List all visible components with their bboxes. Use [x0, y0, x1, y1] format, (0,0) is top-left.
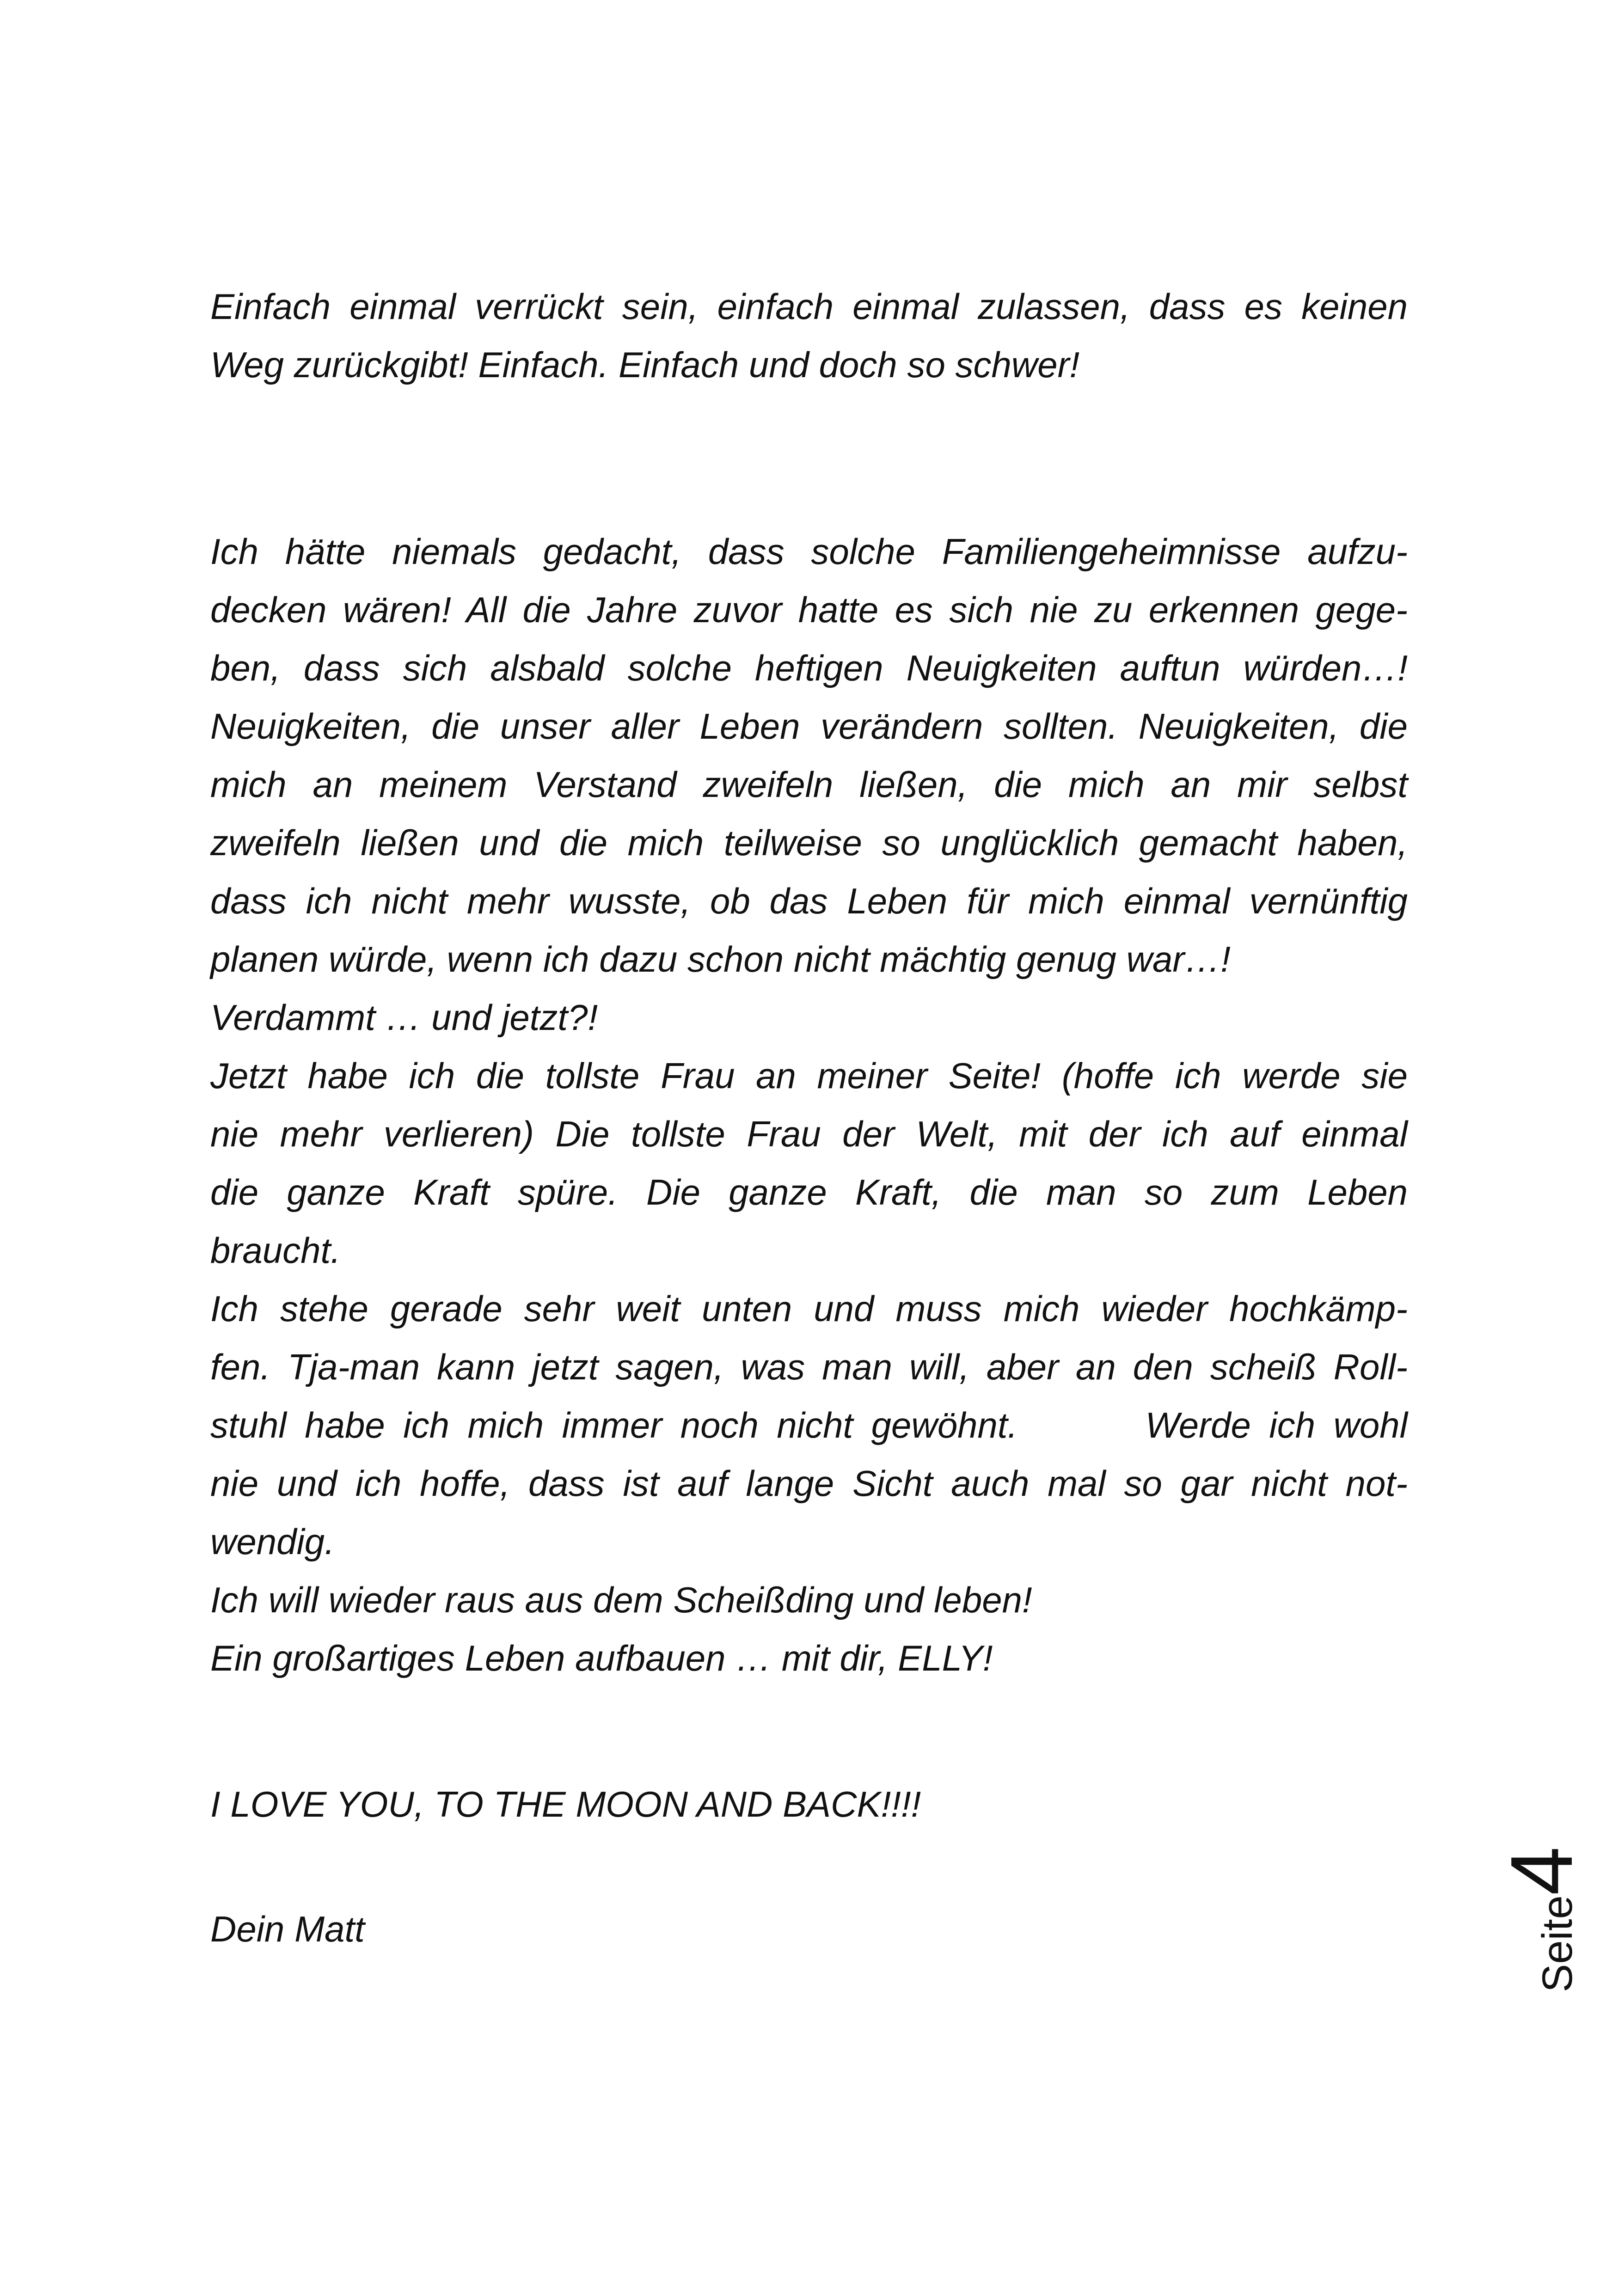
text-line: die ganze Kraft spüre. Die ganze Kraft, die man so zum Leben: [210, 1172, 1408, 1212]
text-line: ben, dass sich alsbald solche heftigen Neuigkeiten auftun würden…!: [210, 648, 1408, 688]
text-line: Ich will wieder raus aus dem Scheißding und leben!: [210, 1580, 1032, 1620]
text-line: Neuigkeiten, die unser aller Leben verändern sollten. Neuigkeiten, die: [210, 706, 1408, 747]
signature-text: Dein Matt: [210, 1909, 365, 1949]
closing-text: I LOVE YOU, TO THE MOON AND BACK!!!!: [210, 1784, 921, 1825]
page-label: Seite: [1534, 1895, 1581, 1992]
text-line: Weg zurückgibt! Einfach. Einfach und doch so schwer!: [210, 344, 1080, 385]
page-number: [1493, 1846, 1591, 1992]
text-line: zweifeln ließen und die mich teilweise so unglücklich gemacht haben,: [210, 822, 1408, 863]
text-line: Ich hätte niemals gedacht, dass solche Familiengeheimnisse aufzu-: [210, 531, 1408, 572]
intro-paragraph: [210, 277, 1408, 394]
closing-line: [210, 1775, 1408, 1833]
text-line: Ein großartiges Leben aufbauen … mit dir, ELLY!: [210, 1638, 993, 1678]
text-line: mich an meinem Verstand zweifeln ließen, die mich an mir selbst: [210, 764, 1408, 805]
text-line: wendig.: [210, 1521, 335, 1562]
text-line: fen. Tja-man kann jetzt sagen, was man will, aber an den scheiß Roll-: [210, 1347, 1408, 1387]
text-line: Jetzt habe ich die tollste Frau an meiner Seite! (hoffe ich werde sie: [210, 1055, 1408, 1096]
signature: [210, 1900, 1408, 1958]
text-line: braucht.: [210, 1230, 341, 1271]
text-line: dass ich nicht mehr wusste, ob das Leben für mich einmal vernünftig: [210, 881, 1408, 921]
text-line: decken wären! All die Jahre zuvor hatte es sich nie zu erkennen gege-: [210, 589, 1408, 630]
text-line: nie mehr verlieren) Die tollste Frau der Welt, mit der ich auf einmal: [210, 1114, 1408, 1154]
text-line: stuhl habe ich mich immer noch nicht gewöhnt. Werde ich wohl: [210, 1405, 1408, 1445]
page-number-value: 4: [1493, 1846, 1591, 1896]
body-paragraph: [210, 522, 1408, 1687]
text-line: planen würde, wenn ich dazu schon nicht mächtig genug war…!: [210, 939, 1231, 980]
text-line: Einfach einmal verrückt sein, einfach einmal zulassen, dass es keinen: [210, 286, 1408, 327]
text-line: nie und ich hoffe, dass ist auf lange Sicht auch mal so gar nicht not-: [210, 1463, 1408, 1504]
text-line: Verdammt … und jetzt?!: [210, 997, 598, 1038]
text-line: Ich stehe gerade sehr weit unten und muss mich wieder hochkämp-: [210, 1288, 1408, 1329]
